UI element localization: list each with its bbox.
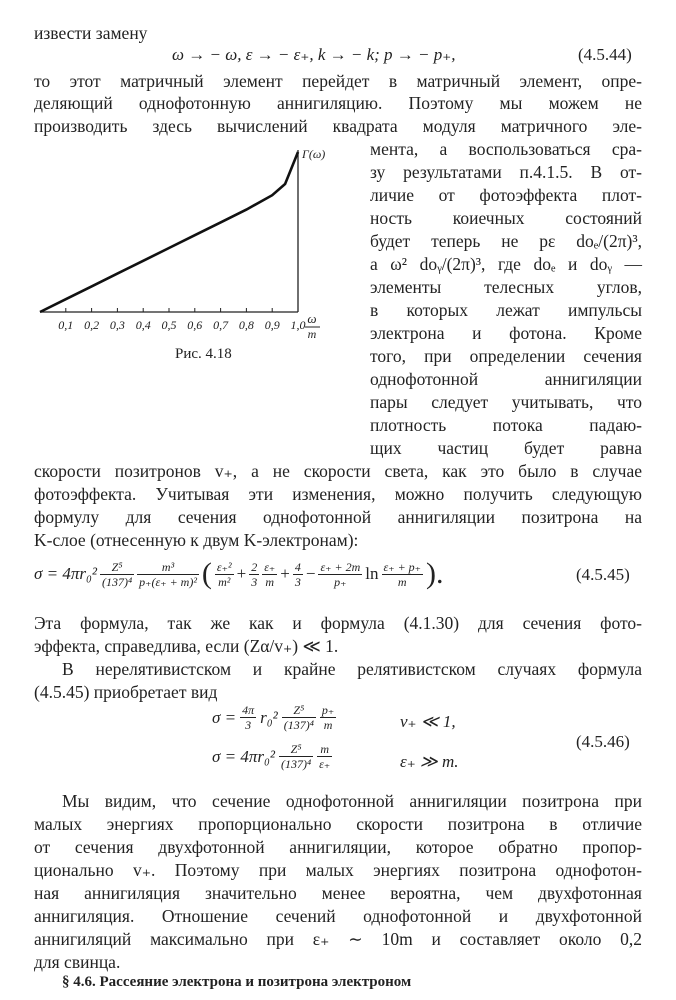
x-axis-label-num: ω bbox=[307, 311, 317, 326]
text-line: деляющий однофотонную аннигиляцию. Поэтому мы можем не bbox=[34, 93, 642, 113]
side-text-line: пары следует учитывать, что bbox=[370, 392, 642, 412]
section-heading: § 4.6. Рассеяние электрона и позитрона электроном bbox=[62, 974, 412, 990]
text-line: Эта формула, так же как и формула (4.1.30) для сечения фото- bbox=[34, 613, 642, 633]
fraction: $\frac{\text{Z⁵}}{\text{(137)⁴}}$ bbox=[283, 703, 314, 732]
fraction: $\frac{m}{\varepsilon_+}$ bbox=[319, 742, 331, 771]
side-text-line: однофотонной аннигиляции bbox=[370, 369, 642, 389]
text-line: скорости позитронов v₊, а не скорости света, как это было в случае bbox=[34, 461, 642, 481]
side-text-line: в которых лежат импульсы bbox=[370, 300, 642, 320]
text-line: K-слое (отнесенную к двум K-электронам): bbox=[34, 530, 359, 550]
operator: + bbox=[280, 564, 290, 583]
text-line: формулу для сечения однофотонной аннигиляции позитрона на bbox=[34, 507, 642, 527]
figure-4-18 bbox=[30, 140, 360, 340]
text-line: аннигиляций максимально при ε₊ ∼ 10m и составляет около 0,2 bbox=[34, 929, 642, 949]
x-tick-label: 1,0 bbox=[290, 318, 306, 332]
operator: + bbox=[236, 564, 247, 583]
side-text-line: элементы телесных углов, bbox=[370, 277, 642, 297]
equation-4-5-46-row1 bbox=[212, 703, 336, 732]
text-line: эффекта, справедлива, если (Zα/v₊) ≪ 1. bbox=[34, 636, 339, 656]
equation-condition: v₊ ≪ 1, bbox=[400, 712, 456, 731]
equation-number: (4.5.44) bbox=[578, 45, 632, 64]
text-line: ционально v₊. Поэтому при малых энергиях позитрона однофотон- bbox=[34, 860, 642, 880]
ln-operator: ln bbox=[365, 564, 379, 583]
x-tick-label: 0,1 bbox=[58, 318, 74, 332]
x-tick-label: 0,6 bbox=[187, 318, 203, 332]
eq-prefix: σ = bbox=[212, 707, 237, 727]
x-tick-label: 0,9 bbox=[264, 318, 280, 332]
x-tick-label: 0,8 bbox=[238, 318, 254, 332]
text-line: для свинца. bbox=[34, 952, 121, 972]
fraction: $\frac{p_+}{m}$ bbox=[321, 703, 335, 732]
fraction: $\frac{\text{Z⁵}}{\text{(137)⁴}}$ bbox=[281, 742, 312, 771]
y-axis-label: Г(ω) bbox=[302, 147, 326, 161]
eq-prefix: σ = 4πr₀² bbox=[212, 746, 275, 766]
text-line: (4.5.45) приобретает вид bbox=[34, 682, 218, 702]
equation-4-5-46-row2 bbox=[212, 742, 332, 771]
paren: ( bbox=[201, 557, 212, 590]
text-line: производить здесь вычислений квадрата модуля матричного эле- bbox=[34, 116, 642, 136]
fraction: $\frac{4\pi}{3}$ bbox=[242, 703, 255, 732]
text-line: фотоэффекта. Учитывая эти изменения, можно получить следующую bbox=[34, 484, 642, 504]
side-text-line: того, при определении сечения bbox=[370, 346, 642, 366]
side-text-line: ность коиечных состояний bbox=[370, 208, 642, 228]
fraction: $\frac{\varepsilon_+ + p_+}{m}$ bbox=[383, 559, 421, 589]
x-tick-label: 0,7 bbox=[213, 318, 229, 332]
curve-line bbox=[40, 152, 298, 312]
side-text-line: личие от фотоэффекта плот- bbox=[370, 185, 642, 205]
text-line: от сечения двухфотонной аннигиляции, которое обратно пропор- bbox=[34, 837, 642, 857]
equation-condition: ε₊ ≫ m. bbox=[400, 752, 459, 771]
equation-4-5-44: ω → − ω, ε → − ε₊, k → − k; p → − p₊, bbox=[172, 45, 456, 64]
side-text-line: щих частиц будет равна bbox=[370, 438, 642, 458]
side-text-line: мента, а воспользоваться сра- bbox=[370, 139, 642, 159]
side-text-line: а ω² doᵧ/(2π)³, где doₑ и doᵧ — bbox=[370, 254, 642, 274]
fraction: $\frac{2}{3}$ bbox=[251, 559, 258, 589]
fraction: $\frac{\varepsilon_+ + 2m}{p_+}$ bbox=[320, 559, 361, 589]
x-tick-label: 0,4 bbox=[135, 318, 151, 332]
fraction: $\frac{\text{m³}}{\text{p₊(ε₊ + m)²}}$ bbox=[139, 559, 197, 589]
x-tick-label: 0,3 bbox=[109, 318, 125, 332]
side-text-line: электрона и фотона. Кроме bbox=[370, 323, 642, 343]
text-line: то этот матричный элемент перейдет в матричный элемент, опре- bbox=[34, 71, 642, 91]
eq-prefix: σ = 4πr₀² bbox=[34, 564, 97, 583]
figure-caption: Рис. 4.18 bbox=[175, 346, 232, 362]
paren: ). bbox=[426, 557, 444, 590]
side-text-line: плотность потока падаю- bbox=[370, 415, 642, 435]
text-line: малых энергиях пропорционально скорости позитрона в отличие bbox=[34, 814, 642, 834]
x-tick-label: 0,5 bbox=[161, 318, 177, 332]
text-line: извести замену bbox=[34, 23, 148, 43]
fraction: $\frac{4}{3}$ bbox=[294, 559, 301, 589]
fraction: $\frac{\text{Z⁵}}{\text{(137)⁴}}$ bbox=[102, 559, 133, 589]
text-line: В нерелятивистском и крайне релятивистском случаях формула bbox=[62, 659, 642, 679]
text-line: Мы видим, что сечение однофотонной аннигиляции позитрона при bbox=[62, 791, 642, 811]
operator: − bbox=[305, 564, 316, 583]
fraction: $\frac{\varepsilon_+}{m}$ bbox=[264, 559, 276, 589]
fraction: $\frac{\text{ε₊²}}{\text{m²}}$ bbox=[216, 559, 232, 589]
side-text-line: зу результатами п.4.1.5. В от- bbox=[370, 162, 642, 182]
x-tick-label: 0,2 bbox=[84, 318, 100, 332]
text-line: ная аннигиляция значительно менее вероятна, чем двухфотонная bbox=[34, 883, 642, 903]
equation-number: (4.5.45) bbox=[576, 565, 630, 584]
equation-4-5-45 bbox=[34, 557, 444, 591]
x-axis-label-den: m bbox=[307, 327, 317, 340]
side-text-line: будет теперь не pε doₑ/(2π)³, bbox=[370, 231, 642, 251]
text-line: аннигиляция. Отношение сечений однофотонной и двухфотонной bbox=[34, 906, 642, 926]
eq-term: r₀² bbox=[260, 707, 278, 727]
equation-number: (4.5.46) bbox=[576, 732, 630, 751]
